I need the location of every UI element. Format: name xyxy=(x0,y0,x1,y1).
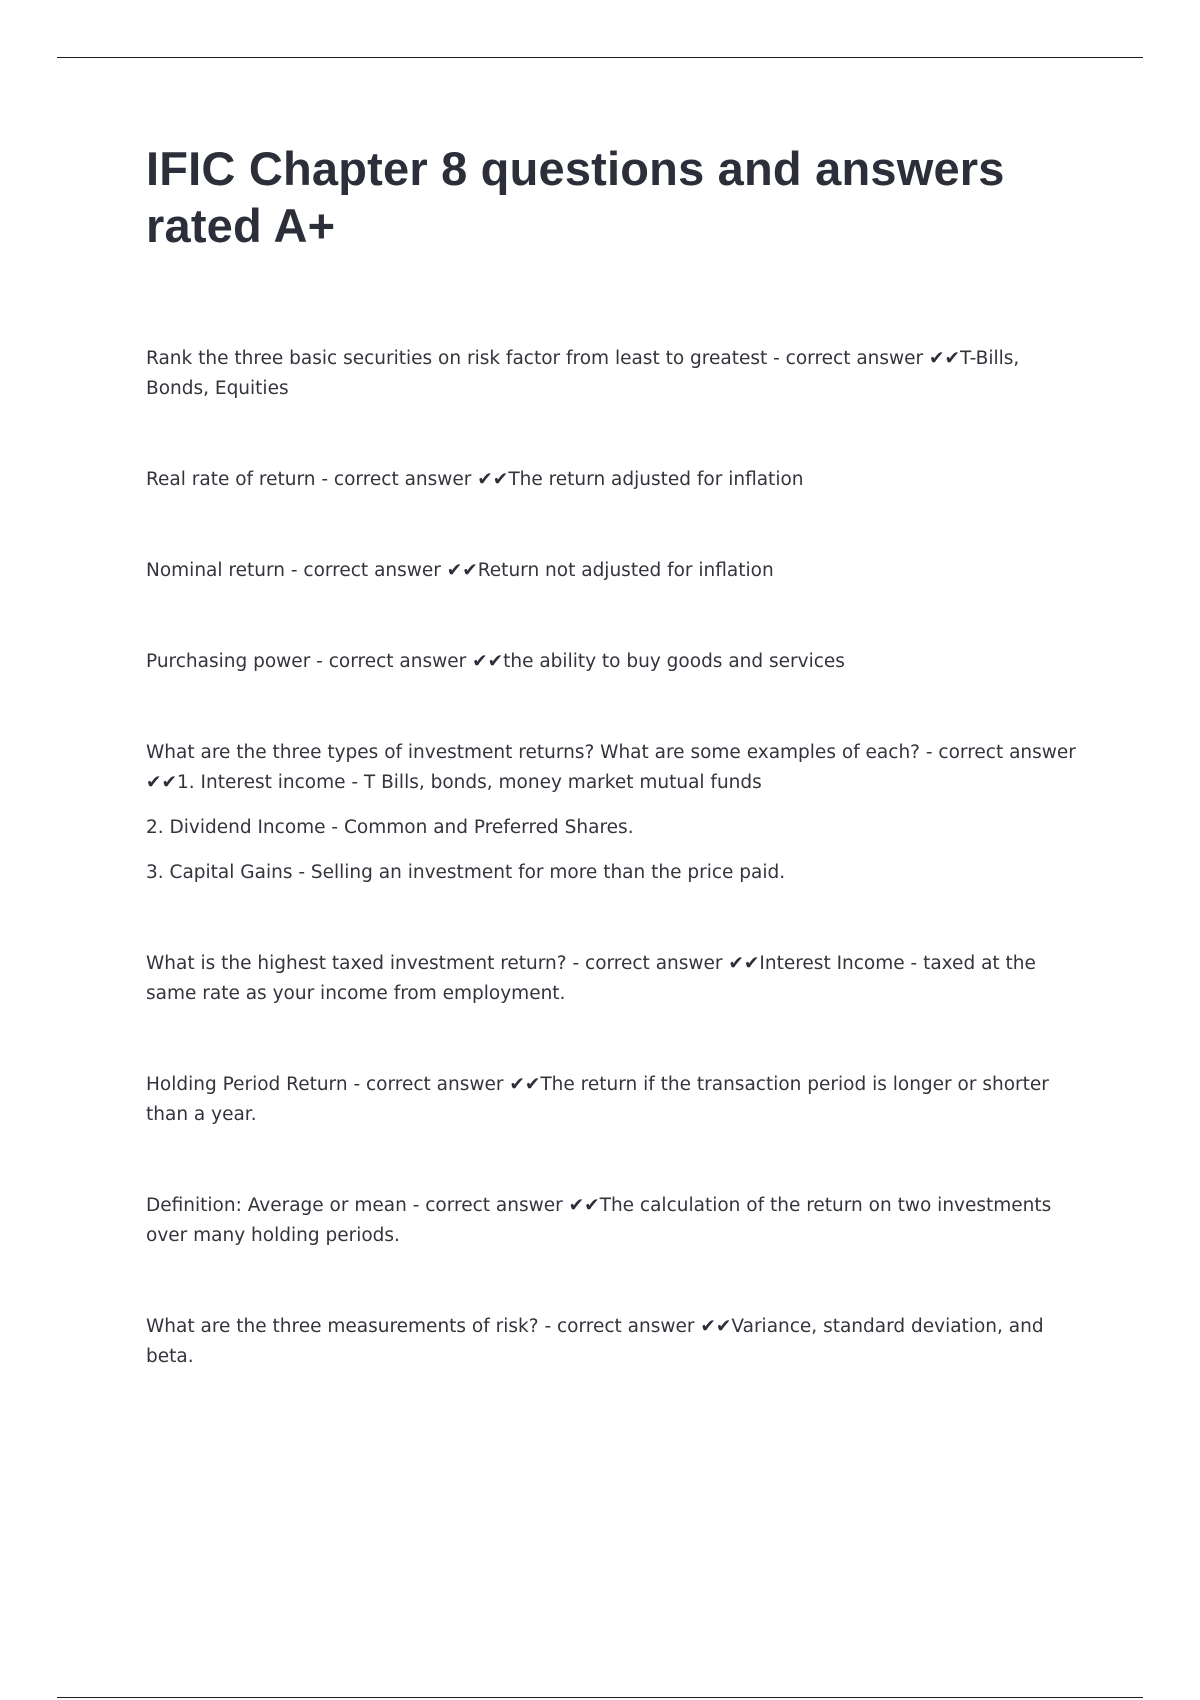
top-rule xyxy=(57,57,1143,58)
answer-separator: - correct answer xyxy=(767,348,930,369)
answer-separator: - correct answer xyxy=(566,953,729,974)
answer-continuation: 3. Capital Gains - Selling an investment for more than the price paid. xyxy=(146,862,786,883)
qa-list xyxy=(146,344,1086,1372)
qa-item xyxy=(146,1312,1086,1372)
qa-main-line xyxy=(146,738,1086,798)
bottom-rule xyxy=(57,1697,1143,1698)
qa-item xyxy=(146,949,1086,1009)
answer-text: the ability to buy goods and services xyxy=(503,651,845,672)
question-text: Purchasing power xyxy=(146,651,311,672)
question-text: What is the highest taxed investment return? xyxy=(146,953,567,974)
answer-separator: - correct answer xyxy=(919,742,1076,763)
question-text: What are the three measurements of risk? xyxy=(146,1316,539,1337)
question-text: Nominal return xyxy=(146,560,285,581)
qa-item xyxy=(146,1070,1086,1130)
qa-main-line xyxy=(146,465,1086,495)
check-marks: ✔✔ xyxy=(146,772,178,793)
check-marks: ✔✔ xyxy=(446,560,478,581)
answer-separator: - correct answer xyxy=(310,651,473,672)
qa-main-line xyxy=(146,344,1086,404)
qa-item xyxy=(146,1191,1086,1251)
question-text: Real rate of return xyxy=(146,469,316,490)
answer-separator: - correct answer xyxy=(315,469,478,490)
qa-item xyxy=(146,647,1086,677)
qa-main-line xyxy=(146,949,1086,1009)
check-marks: ✔✔ xyxy=(472,651,504,672)
document-title: IFIC Chapter 8 questions and answers rated A+ xyxy=(146,142,1005,252)
answer-text: 1. Interest income - T Bills, bonds, money market mutual funds xyxy=(177,772,762,793)
check-marks: ✔✔ xyxy=(929,348,961,369)
check-marks: ✔✔ xyxy=(477,469,509,490)
check-marks: ✔✔ xyxy=(509,1074,541,1095)
answer-text: Return not adjusted for inflation xyxy=(477,560,774,581)
answer-text: Interest Income - taxed at the same rate as your income from employment. xyxy=(146,953,1036,1004)
answer-text: The return if the transaction period is longer or shorter than a year. xyxy=(146,1074,1049,1125)
answer-text: The calculation of the return on two investments over many holding periods. xyxy=(146,1195,1052,1246)
qa-main-line xyxy=(146,1312,1086,1372)
qa-item xyxy=(146,556,1086,586)
qa-main-line xyxy=(146,1070,1086,1130)
answer-text: T-Bills, Bonds, Equities xyxy=(146,348,1020,399)
question-text: Holding Period Return xyxy=(146,1074,348,1095)
answer-continuation: 2. Dividend Income - Common and Preferred Shares. xyxy=(146,817,634,838)
question-text: Definition: Average or mean xyxy=(146,1195,407,1216)
answer-text: The return adjusted for inflation xyxy=(508,469,804,490)
check-marks: ✔✔ xyxy=(700,1316,732,1337)
question-text: Rank the three basic securities on risk factor from least to greatest xyxy=(146,348,768,369)
qa-item xyxy=(146,738,1086,888)
qa-item xyxy=(146,344,1086,404)
qa-main-line xyxy=(146,556,1086,586)
answer-separator: - correct answer xyxy=(538,1316,701,1337)
answer-separator: - correct answer xyxy=(284,560,447,581)
qa-item xyxy=(146,465,1086,495)
qa-main-line xyxy=(146,1191,1086,1251)
answer-separator: - correct answer xyxy=(347,1074,510,1095)
qa-main-line xyxy=(146,647,1086,677)
question-text: What are the three types of investment returns? What are some examples of each? xyxy=(146,742,920,763)
check-marks: ✔✔ xyxy=(728,953,760,974)
answer-separator: - correct answer xyxy=(406,1195,569,1216)
check-marks: ✔✔ xyxy=(568,1195,600,1216)
document-content xyxy=(146,140,1086,1433)
answer-text: Variance, standard deviation, and beta. xyxy=(146,1316,1044,1367)
